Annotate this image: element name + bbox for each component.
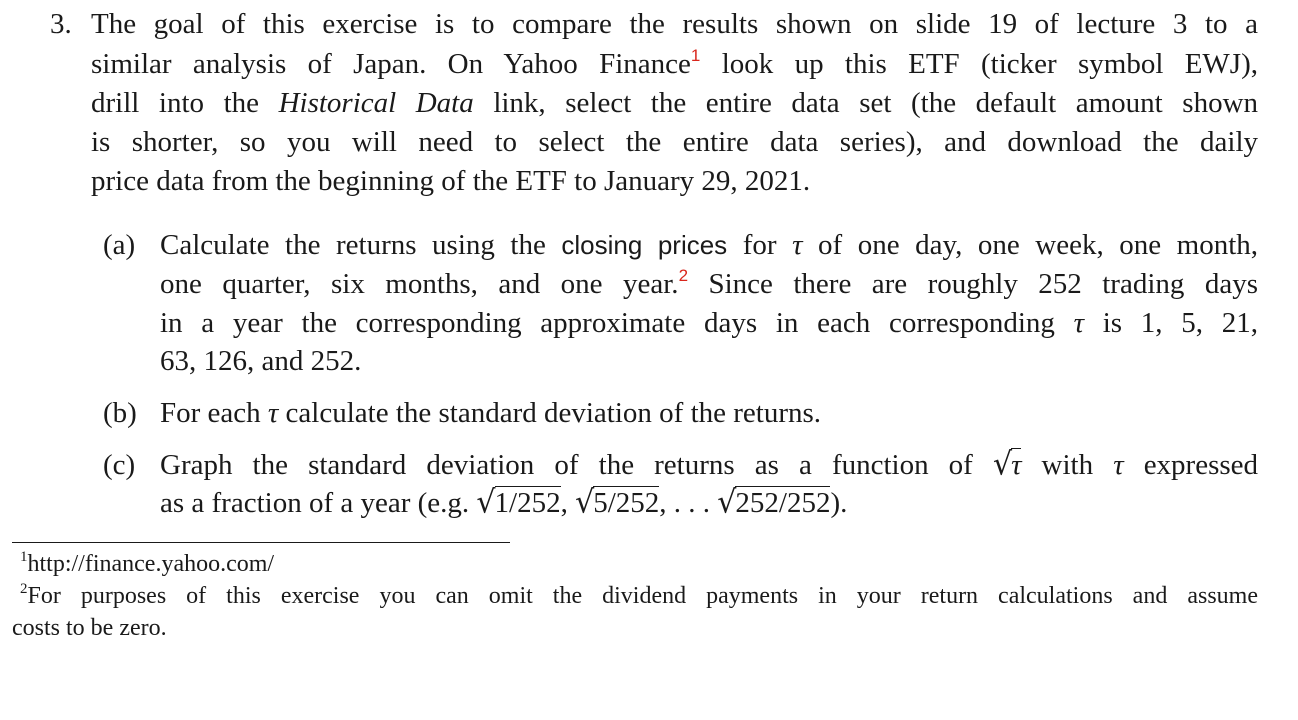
sqrt-5-252 bbox=[575, 484, 659, 522]
item-a-l3-post: is 1, 5, 21, bbox=[1102, 307, 1259, 339]
item-c-l1-post: expressed bbox=[1143, 449, 1259, 481]
item-a-l2-post: Since there are roughly 252 trading days bbox=[708, 268, 1258, 300]
radical-sign-icon: √ bbox=[992, 446, 1013, 483]
tau-symbol: τ bbox=[1073, 307, 1084, 339]
item-a-l2-pre: one quarter, six months, and one year. bbox=[160, 268, 679, 300]
footnote-1-link[interactable]: http://finance.yahoo.com/ bbox=[27, 551, 275, 577]
sqrt-252-252-arg: 252/252 bbox=[735, 487, 831, 519]
question-line-4: is shorter, so you will need to select the entire data series), and download the daily bbox=[91, 126, 1258, 158]
ellipsis: , . . . bbox=[659, 487, 711, 519]
item-c-l2-pre: as a fraction of a year (e.g. bbox=[160, 487, 470, 519]
question-line-2 bbox=[91, 45, 1258, 83]
footnote-1 bbox=[20, 548, 274, 580]
item-a-l3-pre: in a year the corresponding approximate days in each corresponding bbox=[160, 307, 1055, 339]
item-c-line-1 bbox=[160, 446, 1258, 484]
historical-data-emphasis: Historical Data bbox=[278, 87, 474, 119]
sqrt-1-252-arg: 1/252 bbox=[494, 487, 561, 519]
sqrt-252-252 bbox=[717, 484, 830, 522]
question-number: 3. bbox=[50, 8, 72, 40]
item-b-post: calculate the standard deviation of the returns. bbox=[285, 397, 822, 429]
question-line-3-prefix: drill into the bbox=[91, 87, 259, 119]
question-line-5: price data from the beginning of the ETF to January 29, 2021. bbox=[91, 165, 811, 197]
footnote-2-continuation: costs to be zero. bbox=[12, 615, 167, 641]
item-a-l1-pre: Calculate the returns using the bbox=[160, 229, 546, 261]
sqrt-tau bbox=[993, 446, 1022, 484]
item-a-line-3 bbox=[160, 304, 1258, 342]
footnote-ref-2[interactable]: 2 bbox=[678, 266, 689, 285]
footnote-divider bbox=[12, 542, 510, 543]
radical-sign-icon: √ bbox=[717, 484, 737, 521]
item-a-line-4: 63, 126, and 252. bbox=[160, 345, 362, 377]
footnote-ref-1[interactable]: 1 bbox=[690, 46, 701, 65]
question-line-2-rest: look up this ETF (ticker symbol EWJ), bbox=[721, 48, 1258, 80]
sqrt-1-252 bbox=[476, 484, 560, 522]
item-a-label: (a) bbox=[103, 229, 136, 261]
footnote-2-text: For purposes of this exercise you can omit the dividend payments in your return calculations and assume bbox=[27, 583, 1258, 609]
item-b-label: (b) bbox=[103, 397, 137, 429]
sqrt-5-252-arg: 5/252 bbox=[593, 487, 660, 519]
comma: , bbox=[560, 487, 568, 519]
footnote-2 bbox=[20, 580, 1258, 612]
question-line-2-text: similar analysis of Japan. On Yahoo Finance bbox=[91, 48, 691, 80]
question-line-3-rest: link, select the entire data set (the default amount shown bbox=[493, 87, 1259, 119]
footnote-1-mark: 1 bbox=[20, 549, 28, 565]
item-a-line-1 bbox=[160, 226, 1258, 264]
item-a-l1-mid: for bbox=[742, 229, 777, 261]
radical-sign-icon: √ bbox=[575, 484, 595, 521]
item-c-l1-pre: Graph the standard deviation of the returns as a function of bbox=[160, 449, 973, 481]
tau-symbol: τ bbox=[792, 229, 803, 261]
tau-symbol: τ bbox=[1113, 449, 1124, 481]
question-line-1: The goal of this exercise is to compare the results shown on slide 19 of lecture 3 to a bbox=[91, 8, 1258, 40]
item-a-l1-post: of one day, one week, one month, bbox=[818, 229, 1258, 261]
radical-sign-icon: √ bbox=[476, 484, 496, 521]
tau-symbol: τ bbox=[267, 397, 279, 429]
item-c-label: (c) bbox=[103, 449, 136, 481]
sqrt-tau-arg: τ bbox=[1011, 449, 1022, 481]
closing-prices-term: closing prices bbox=[561, 230, 728, 260]
item-c-l2-post: ). bbox=[830, 487, 848, 519]
item-c-l1-mid: with bbox=[1041, 449, 1094, 481]
item-c-line-2 bbox=[160, 484, 847, 522]
item-a-line-2 bbox=[160, 265, 1258, 303]
item-b-line bbox=[160, 394, 821, 432]
item-b-pre: For each bbox=[160, 397, 261, 429]
footnote-2-mark: 2 bbox=[20, 581, 28, 597]
question-line-3 bbox=[91, 84, 1258, 122]
